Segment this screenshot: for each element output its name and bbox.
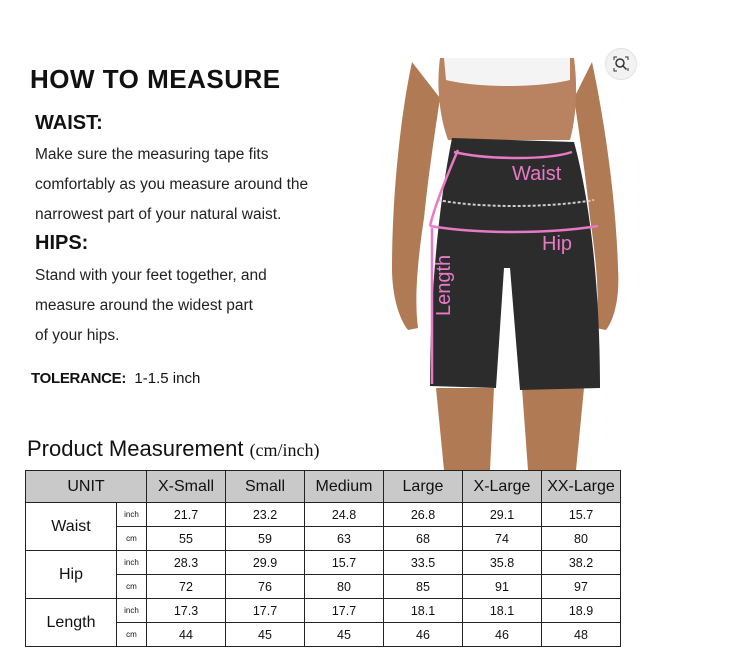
tolerance — [31, 370, 200, 387]
table-cell: 15.7 — [305, 551, 384, 575]
unit-cell: inch — [117, 599, 147, 623]
unit-cell: cm — [117, 527, 147, 551]
table-cell: 18.9 — [542, 599, 621, 623]
table-cell: 29.1 — [463, 503, 542, 527]
table-cell: 23.2 — [226, 503, 305, 527]
table-cell: 74 — [463, 527, 542, 551]
table-cell: 48 — [542, 623, 621, 647]
size-header: Large — [384, 471, 463, 503]
unit-header: UNIT — [26, 471, 147, 503]
table-cell: 80 — [305, 575, 384, 599]
zoom-icon — [613, 56, 629, 72]
table-title-text: Product Measurement — [27, 436, 244, 461]
length-label: Length — [433, 254, 455, 316]
hips-instruction-line: measure around the widest part — [35, 297, 253, 314]
sports-top — [444, 58, 570, 86]
table-cell: 17.3 — [147, 599, 226, 623]
waist-instruction-line: narrowest part of your natural waist. — [35, 206, 282, 223]
table-cell: 55 — [147, 527, 226, 551]
hip-label: Hip — [542, 233, 573, 255]
unit-cell: inch — [117, 503, 147, 527]
table-header-row — [26, 471, 621, 503]
table-cell: 33.5 — [384, 551, 463, 575]
waist-label: Waist — [512, 163, 562, 185]
table-cell: 26.8 — [384, 503, 463, 527]
size-header: X-Small — [147, 471, 226, 503]
size-chart-table — [25, 470, 621, 647]
table-cell: 28.3 — [147, 551, 226, 575]
table-cell: 85 — [384, 575, 463, 599]
table-cell: 38.2 — [542, 551, 621, 575]
right-leg — [522, 388, 584, 470]
page-title: HOW TO MEASURE — [30, 64, 281, 94]
table-cell: 45 — [305, 623, 384, 647]
table-cell: 76 — [226, 575, 305, 599]
unit-cell: inch — [117, 551, 147, 575]
table-row — [26, 551, 621, 575]
table-cell: 21.7 — [147, 503, 226, 527]
tolerance-label: TOLERANCE: — [31, 370, 127, 387]
measure-name-length: Length — [26, 599, 117, 647]
product-photo — [378, 58, 638, 470]
measure-name-hip: Hip — [26, 551, 117, 599]
table-cell: 45 — [226, 623, 305, 647]
table-cell: 59 — [226, 527, 305, 551]
table-cell: 18.1 — [384, 599, 463, 623]
table-row — [26, 599, 621, 623]
table-cell: 44 — [147, 623, 226, 647]
table-cell: 35.8 — [463, 551, 542, 575]
table-row — [26, 503, 621, 527]
size-header: Medium — [305, 471, 384, 503]
table-cell: 17.7 — [226, 599, 305, 623]
table-title — [27, 436, 320, 462]
table-cell: 63 — [305, 527, 384, 551]
table-cell: 15.7 — [542, 503, 621, 527]
table-cell: 18.1 — [463, 599, 542, 623]
table-cell: 97 — [542, 575, 621, 599]
size-header: XX-Large — [542, 471, 621, 503]
table-cell: 29.9 — [226, 551, 305, 575]
unit-cell: cm — [117, 575, 147, 599]
measure-name-waist: Waist — [26, 503, 117, 551]
size-header: X-Large — [463, 471, 542, 503]
table-cell: 46 — [463, 623, 542, 647]
left-leg — [436, 388, 494, 470]
table-cell: 72 — [147, 575, 226, 599]
table-cell: 24.8 — [305, 503, 384, 527]
table-cell: 68 — [384, 527, 463, 551]
hips-instruction-line: of your hips. — [35, 327, 120, 344]
hips-instruction-line: Stand with your feet together, and — [35, 267, 267, 284]
hips-heading: HIPS: — [35, 232, 89, 254]
table-unit-note: (cm/inch) — [249, 440, 320, 460]
table-cell: 80 — [542, 527, 621, 551]
waist-instruction-line: Make sure the measuring tape fits — [35, 146, 269, 163]
table-cell: 91 — [463, 575, 542, 599]
table-cell: 17.7 — [305, 599, 384, 623]
tolerance-value: 1-1.5 inch — [134, 370, 201, 387]
waist-heading: WAIST: — [35, 112, 103, 134]
zoom-button[interactable] — [605, 48, 637, 80]
table-cell: 46 — [384, 623, 463, 647]
size-header: Small — [226, 471, 305, 503]
waist-instruction-line: comfortably as you measure around the — [35, 176, 309, 193]
unit-cell: cm — [117, 623, 147, 647]
